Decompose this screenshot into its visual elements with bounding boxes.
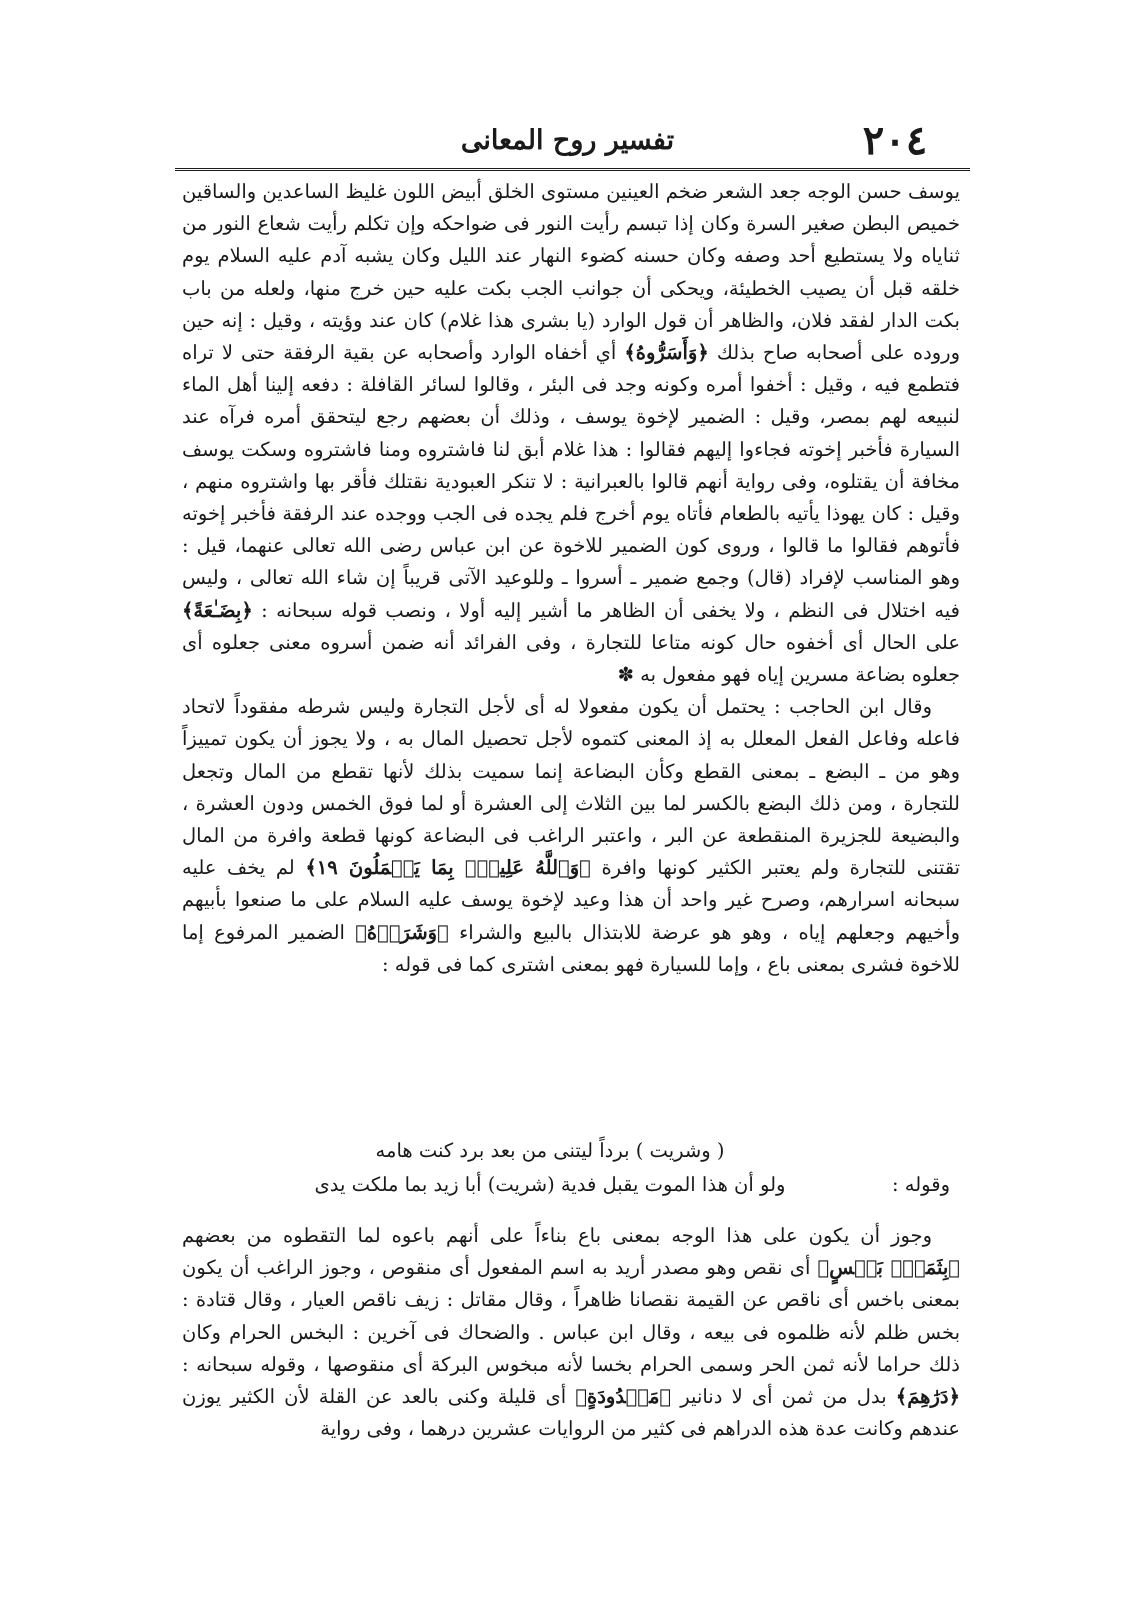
text-run: بدل من ثمن أى لا دنانير [680,1385,887,1409]
page-number: ٢٠٤ [862,116,928,164]
quran-fragment: ﴿بِثَمَنٍۭ بَخۡسٍ﴾ [817,1256,960,1280]
lower-text-block [182,1220,960,1445]
text-run: الضمير المرفوع إما للاخوة فشرى بمعنى باع ، وإما للسيارة فهو بمعنى اشترى كما فى قوله : [182,920,960,976]
text-run: أي أخفاه الوارد وأصحابه عن بقية الرفقة حتى لا تراه فتطمع فيه ، وقيل : أخفوا أمره وكونه وجد فى البئر ، وقالوا لسائر القافلة : دفعه إلينا أهل الماء لنبيعه لهم بمصر، وقيل : الضمير لإخوة يوسف ، وذلك أن بعضهم رجع ليتحقق أمره فرآه عند السيارة فأخبر إخوته فجاءوا إليهم فقالوا : هذا غلام أبق لنا فاشتروه ومنا فاشتروه وسكت يوسف مخافة أن يقتلوه، وفى رواية أنهم قالوا بالعبرانية : لا تنكر العبودية نقتلك فأقر بها واشتروه منهم ، وقيل : كان يهوذا يأتيه بالطعام فأتاه يوم أخرج فلم يجده فى الجب ووجده عند الرفقة فأخبر إخوته فأتوهم فقالوا ما قالوا ، وروى كون الضمير للاخوة عن ابن عباس رضى الله تعالى عنهما، قيل : وهو المناسب لإفراد (قال) وجمع ضمير ـ أسروا ـ وللوعيد الآتى قريباً إن شاء الله تعالى ، وليس فيه اختلال فى النظم ، ولا يخفى أن الظاهر ما أشير إليه أولا ، ونصب قوله سبحانه : [182,341,960,622]
text-run: وجوز أن يكون على هذا الوجه بمعنى باع بناءاً على أنهم باعوه لما التقطوه من بعضهم [182,1224,932,1247]
verse-lead: وقوله : [892,1173,950,1196]
quran-fragment: ﴿وَشَرَوۡهُ﴾ [355,920,449,944]
poetry-verse [230,1173,950,1196]
text-run: يوسف حسن الوجه جعد الشعر ضخم العينين مستوى الخلق أبيض اللون غليظ الساعدين والساقين خميص البطن صغير السرة وكان إذا تبسم رأيت النور فى ضواحكه وإن تكلم رأيت شعاع النور من ثناياه ولا يستطيع أحد وصفه وكان حسنه كضوء النهار عند الليل وكان يشبه آدم عليه السلام يوم خلقه قبل أن يصيب الخطيئة، ويحكى أن جوانب الجب بكت عليه حين خرج منها، ولعله من باب بكت الدار لفقد فلان، والظاهر أن قول الوارد (يا بشرى هذا غلام) كان عند وؤيته ، وقيل : إنه حين وروده على أصحابه صاح بذلك [182,180,960,365]
paragraph [182,1220,960,1445]
quran-fragment: ﴿وَأَسَرُّوهُ﴾ [624,341,709,365]
paragraph [182,691,960,981]
quran-fragment: ﴿دَرَٰهِمَ﴾ [895,1385,960,1409]
poetry-verse [230,1139,950,1162]
text-run: أى قليلة وكنى بالعد عن القلة لأن الكثير يوزن عندهم وكانت عدة هذه الدراهم فى كثير من الروايات عشرين درهما ، وفى رواية [182,1385,960,1441]
page-header [175,112,970,171]
text-run: أى نقص وهو مصدر أريد به اسم المفعول أى منقوص ، وجوز الراغب أن يكون بمعنى باخس أى ناقص عن القيمة نقصانا ظاهراً ، وقال مقاتل : زيف ناقص العيار ، وقال قتادة : بخس ظلم لأنه ظلموه فى بيعه ، وقال ابن عباس . والضحاك فى آخرين : البخس الحرام وكان ذلك حراما لأنه ثمن الحر وسمى الحرام بخسا لأنه مبخوس البركة أى منقوصها ، وقوله سبحانه : [182,1256,960,1376]
running-title: تفسير روح المعانى [460,124,675,156]
quran-fragment: ﴿وَٱللَّهُ عَلِيمٌۢ بِمَا يَعۡمَلُونَ ١٩﴾ [305,856,591,880]
text-run: لم يخف عليه سبحانه اسرارهم، وصرح غير واحد أن هذا وعيد لإخوة يوسف عليه السلام على ما صنعوا بأبيهم وأخيهم وجعلهم إياه ، وهو هو عرضة للابتذال بالبيع والشراء [182,856,961,944]
quran-fragment: ﴿مَعۡدُودَةٍ﴾ [575,1385,672,1409]
verse-text: ولو أن هذا الموت يقبل فدية (شريت) أبا زيد بما ملكت يدى [314,1173,786,1196]
main-text-block [182,176,960,981]
verse-lead [870,1139,950,1162]
verse-text: ( وشريت ) برداً ليتنى من بعد برد كنت هامه [375,1139,725,1162]
quran-fragment: ﴿بِضَـٰعَةً﴾ [182,598,253,622]
text-run: على الحال أى أخفوه حال كونه متاعا للتجارة ، وفى الفرائد أنه ضمن أسروه معنى جعلوه أى جعلوه بضاعة مسرين إياه فهو مفعول به ✽ [182,630,960,687]
text-run: وقال ابن الحاجب : يحتمل أن يكون مفعولا له أى لأجل التجارة وليس شرطه مفقوداً لاتحاد فاعله وفاعل الفعل المعلل به إذ المعنى كتموه لأجل تحصيل المال به ، ولا يجوز أن يكون تمييزاً وهو من ـ البضع ـ بمعنى القطع وكأن البضاعة إنما سميت بذلك لأنها تقطع من المال وتجعل للتجارة ، ومن ذلك البضع بالكسر لما بين الثلاث إلى العشرة أو لما فوق الخمس ودون العشرة ، والبضيعة للجزيرة المنقطعة عن البر ، واعتبر الراغب فى البضاعة كونها قطعة وافرة من المال تقتنى للتجارة ولم يعتبر الكثير كونها وافرة [182,695,961,880]
paragraph [182,176,960,691]
